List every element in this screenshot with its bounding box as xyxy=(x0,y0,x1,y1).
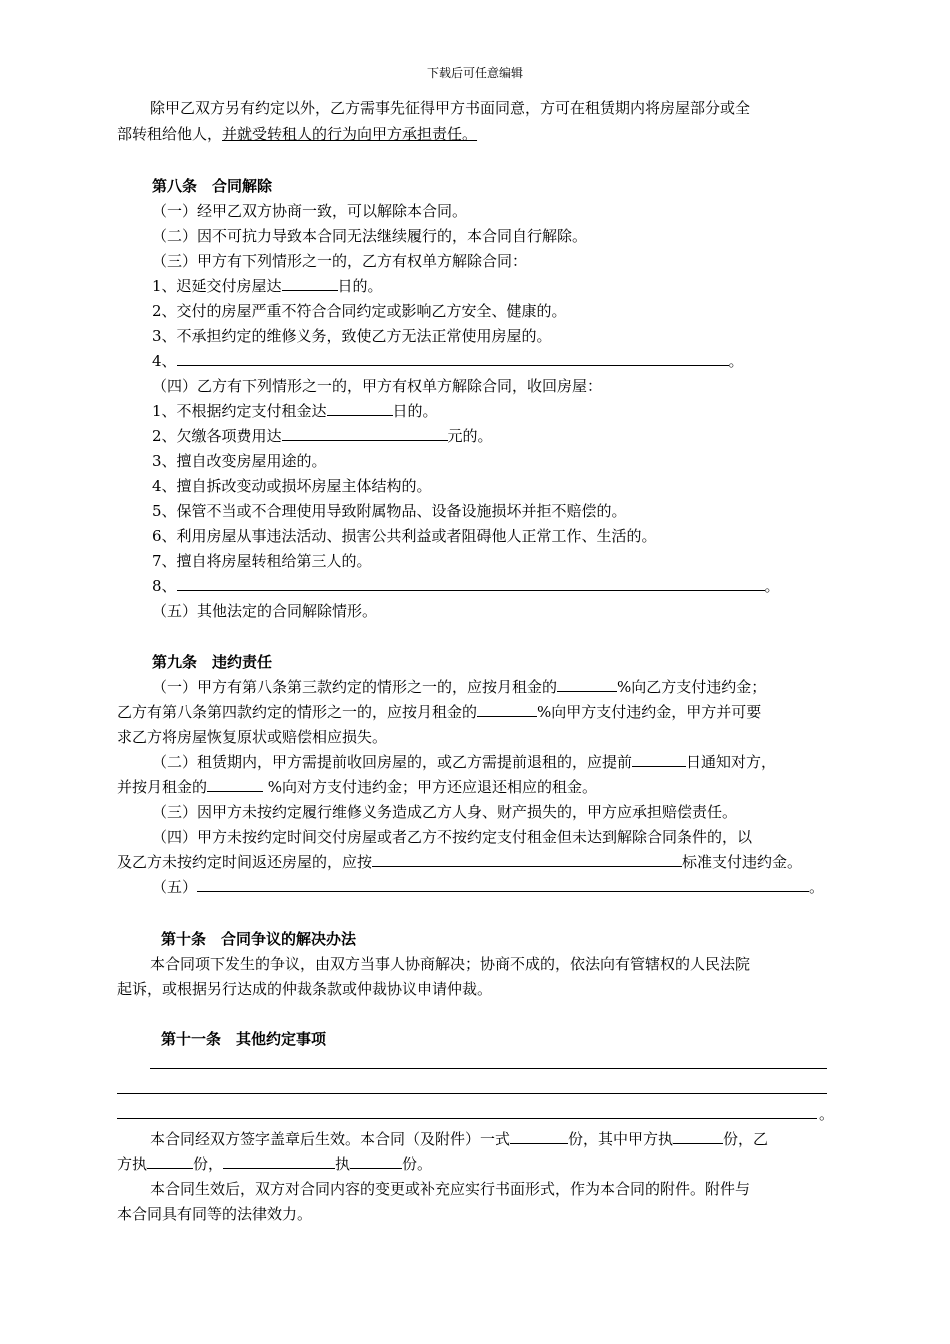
blank-field xyxy=(177,351,729,366)
text: 及乙方未按约定时间返还房屋的，应按 xyxy=(117,853,373,871)
text: 1、迟延交付房屋达 xyxy=(152,277,282,295)
text: %向甲方支付违约金，甲方并可要 xyxy=(537,703,762,721)
text: 份， xyxy=(193,1155,224,1173)
text: 日通知对方， xyxy=(686,753,777,771)
art8-item-3: （三）甲方有下列情形之一的，乙方有权单方解除合同： xyxy=(152,252,528,270)
art8-item-3-2: 2、交付的房屋严重不符合合同约定或影响乙方安全、健康的。 xyxy=(152,302,567,320)
art9-item-4-line-1: （四）甲方未按约定时间交付房屋或者乙方不按约定支付租金但未达到解除合同条件的，以 xyxy=(152,828,753,846)
closing-line-2 xyxy=(117,1154,432,1174)
blank-field xyxy=(477,702,537,717)
blank-field xyxy=(327,401,393,416)
text: 8、 xyxy=(152,577,177,595)
art8-item-4-2 xyxy=(152,426,493,446)
art10-line-1: 本合同项下发生的争议，由双方当事人协商解决；协商不成的，依法向有管辖权的人民法院 xyxy=(150,955,751,973)
intro-underlined-text: 并就受转租人的行为向甲方承担责任。 xyxy=(222,125,478,143)
blank-field xyxy=(372,852,682,867)
text: 1、不根据约定支付租金达 xyxy=(152,402,327,420)
closing-line-3: 本合同生效后，双方对合同内容的变更或补充应实行书面形式，作为本合同的附件。附件与 xyxy=(150,1180,751,1198)
text: 标准支付违约金。 xyxy=(682,853,803,871)
blank-line-2 xyxy=(117,1093,827,1094)
intro-text: 部转租给他人， xyxy=(117,125,223,143)
blank-field xyxy=(177,576,765,591)
article-10-title: 第十条 合同争议的解决办法 xyxy=(161,930,357,948)
text: 份，乙 xyxy=(723,1130,769,1148)
text: 。 xyxy=(809,878,825,896)
article-11-title: 第十一条 其他约定事项 xyxy=(161,1030,327,1048)
article-8-title: 第八条 合同解除 xyxy=(152,177,273,195)
art8-item-4-1 xyxy=(152,401,438,421)
blank-field xyxy=(510,1129,568,1144)
art9-item-2-line-2 xyxy=(117,777,597,797)
text: 。 xyxy=(728,352,744,370)
art8-item-3-3: 3、不承担约定的维修义务，致使乙方无法正常使用房屋的。 xyxy=(152,327,552,345)
text: 4、 xyxy=(152,352,177,370)
art9-item-4-line-2 xyxy=(117,852,802,872)
text: 元的。 xyxy=(447,427,493,445)
text: 日的。 xyxy=(337,277,383,295)
text: （二）租赁期内，甲方需提前收回房屋的，或乙方需提前退租的，应提前 xyxy=(152,753,633,771)
blank-field xyxy=(282,276,338,291)
text: 份。 xyxy=(402,1155,433,1173)
text: 执 xyxy=(335,1155,351,1173)
art8-item-4-5: 5、保管不当或不合理使用导致附属物品、设备设施损坏并拒不赔偿的。 xyxy=(152,502,627,520)
text: （五） xyxy=(152,878,198,896)
blank-field xyxy=(207,777,263,792)
blank-field xyxy=(557,677,617,692)
art8-item-4-8 xyxy=(152,576,780,596)
article-9-title: 第九条 违约责任 xyxy=(152,653,273,671)
art10-line-2: 起诉，或根据另行达成的仲裁条款或仲裁协议申请仲裁。 xyxy=(117,980,493,998)
art8-item-1: （一）经甲乙双方协商一致，可以解除本合同。 xyxy=(152,202,468,220)
art9-item-1-line-3: 求乙方将房屋恢复原状或赔偿相应损失。 xyxy=(117,728,388,746)
art8-item-2: （二）因不可抗力导致本合同无法继续履行的，本合同自行解除。 xyxy=(152,227,588,245)
art8-item-4-7: 7、擅自将房屋转租给第三人的。 xyxy=(152,552,372,570)
text: %向乙方支付违约金； xyxy=(617,678,767,696)
art11-end-mark: 。 xyxy=(819,1105,835,1123)
blank-field xyxy=(147,1154,193,1169)
art8-item-3-1 xyxy=(152,276,383,296)
art9-item-2-line-1 xyxy=(152,752,776,772)
art9-item-5 xyxy=(152,877,824,897)
art9-item-1-line-2 xyxy=(117,702,761,722)
page-header: 下载后可任意编辑 xyxy=(426,66,523,80)
text: 2、欠缴各项费用达 xyxy=(152,427,282,445)
blank-line-1 xyxy=(150,1068,827,1069)
blank-line-3 xyxy=(117,1118,817,1119)
blank-field xyxy=(673,1129,723,1144)
intro-line-1: 除甲乙双方另有约定以外，乙方需事先征得甲方书面同意，方可在租赁期内将房屋部分或全 xyxy=(150,99,751,117)
text: （一）甲方有第八条第三款约定的情形之一的，应按月租金的 xyxy=(152,678,558,696)
text: 本合同经双方签字盖章后生效。本合同（及附件）一式 xyxy=(150,1130,511,1148)
art9-item-1-line-1 xyxy=(152,677,766,697)
art8-item-4-6: 6、利用房屋从事违法活动、损害公共利益或者阻碍他人正常工作、生活的。 xyxy=(152,527,657,545)
art8-item-4: （四）乙方有下列情形之一的，甲方有权单方解除合同，收回房屋： xyxy=(152,377,603,395)
art8-item-4-4: 4、擅自拆改变动或损坏房屋主体结构的。 xyxy=(152,477,432,495)
blank-field xyxy=(350,1154,402,1169)
text: 。 xyxy=(764,577,780,595)
blank-field xyxy=(282,426,448,441)
text: 方执 xyxy=(117,1155,148,1173)
text: %向对方支付违约金；甲方还应退还相应的租金。 xyxy=(263,778,598,796)
blank-field xyxy=(223,1154,335,1169)
art8-item-3-4 xyxy=(152,351,744,371)
art8-item-4-3: 3、擅自改变房屋用途的。 xyxy=(152,452,327,470)
text: 份，其中甲方执 xyxy=(568,1130,674,1148)
art8-item-5: （五）其他法定的合同解除情形。 xyxy=(152,602,378,620)
text: 并按月租金的 xyxy=(117,778,208,796)
text: 乙方有第八条第四款约定的情形之一的，应按月租金的 xyxy=(117,703,478,721)
intro-line-2 xyxy=(117,124,477,144)
blank-field xyxy=(632,752,686,767)
closing-line-1 xyxy=(150,1129,768,1149)
text: 日的。 xyxy=(392,402,438,420)
art9-item-3: （三）因甲方未按约定履行维修义务造成乙方人身、财产损失的，甲方应承担赔偿责任。 xyxy=(152,803,738,821)
blank-field xyxy=(197,877,809,892)
closing-line-4: 本合同具有同等的法律效力。 xyxy=(117,1205,313,1223)
